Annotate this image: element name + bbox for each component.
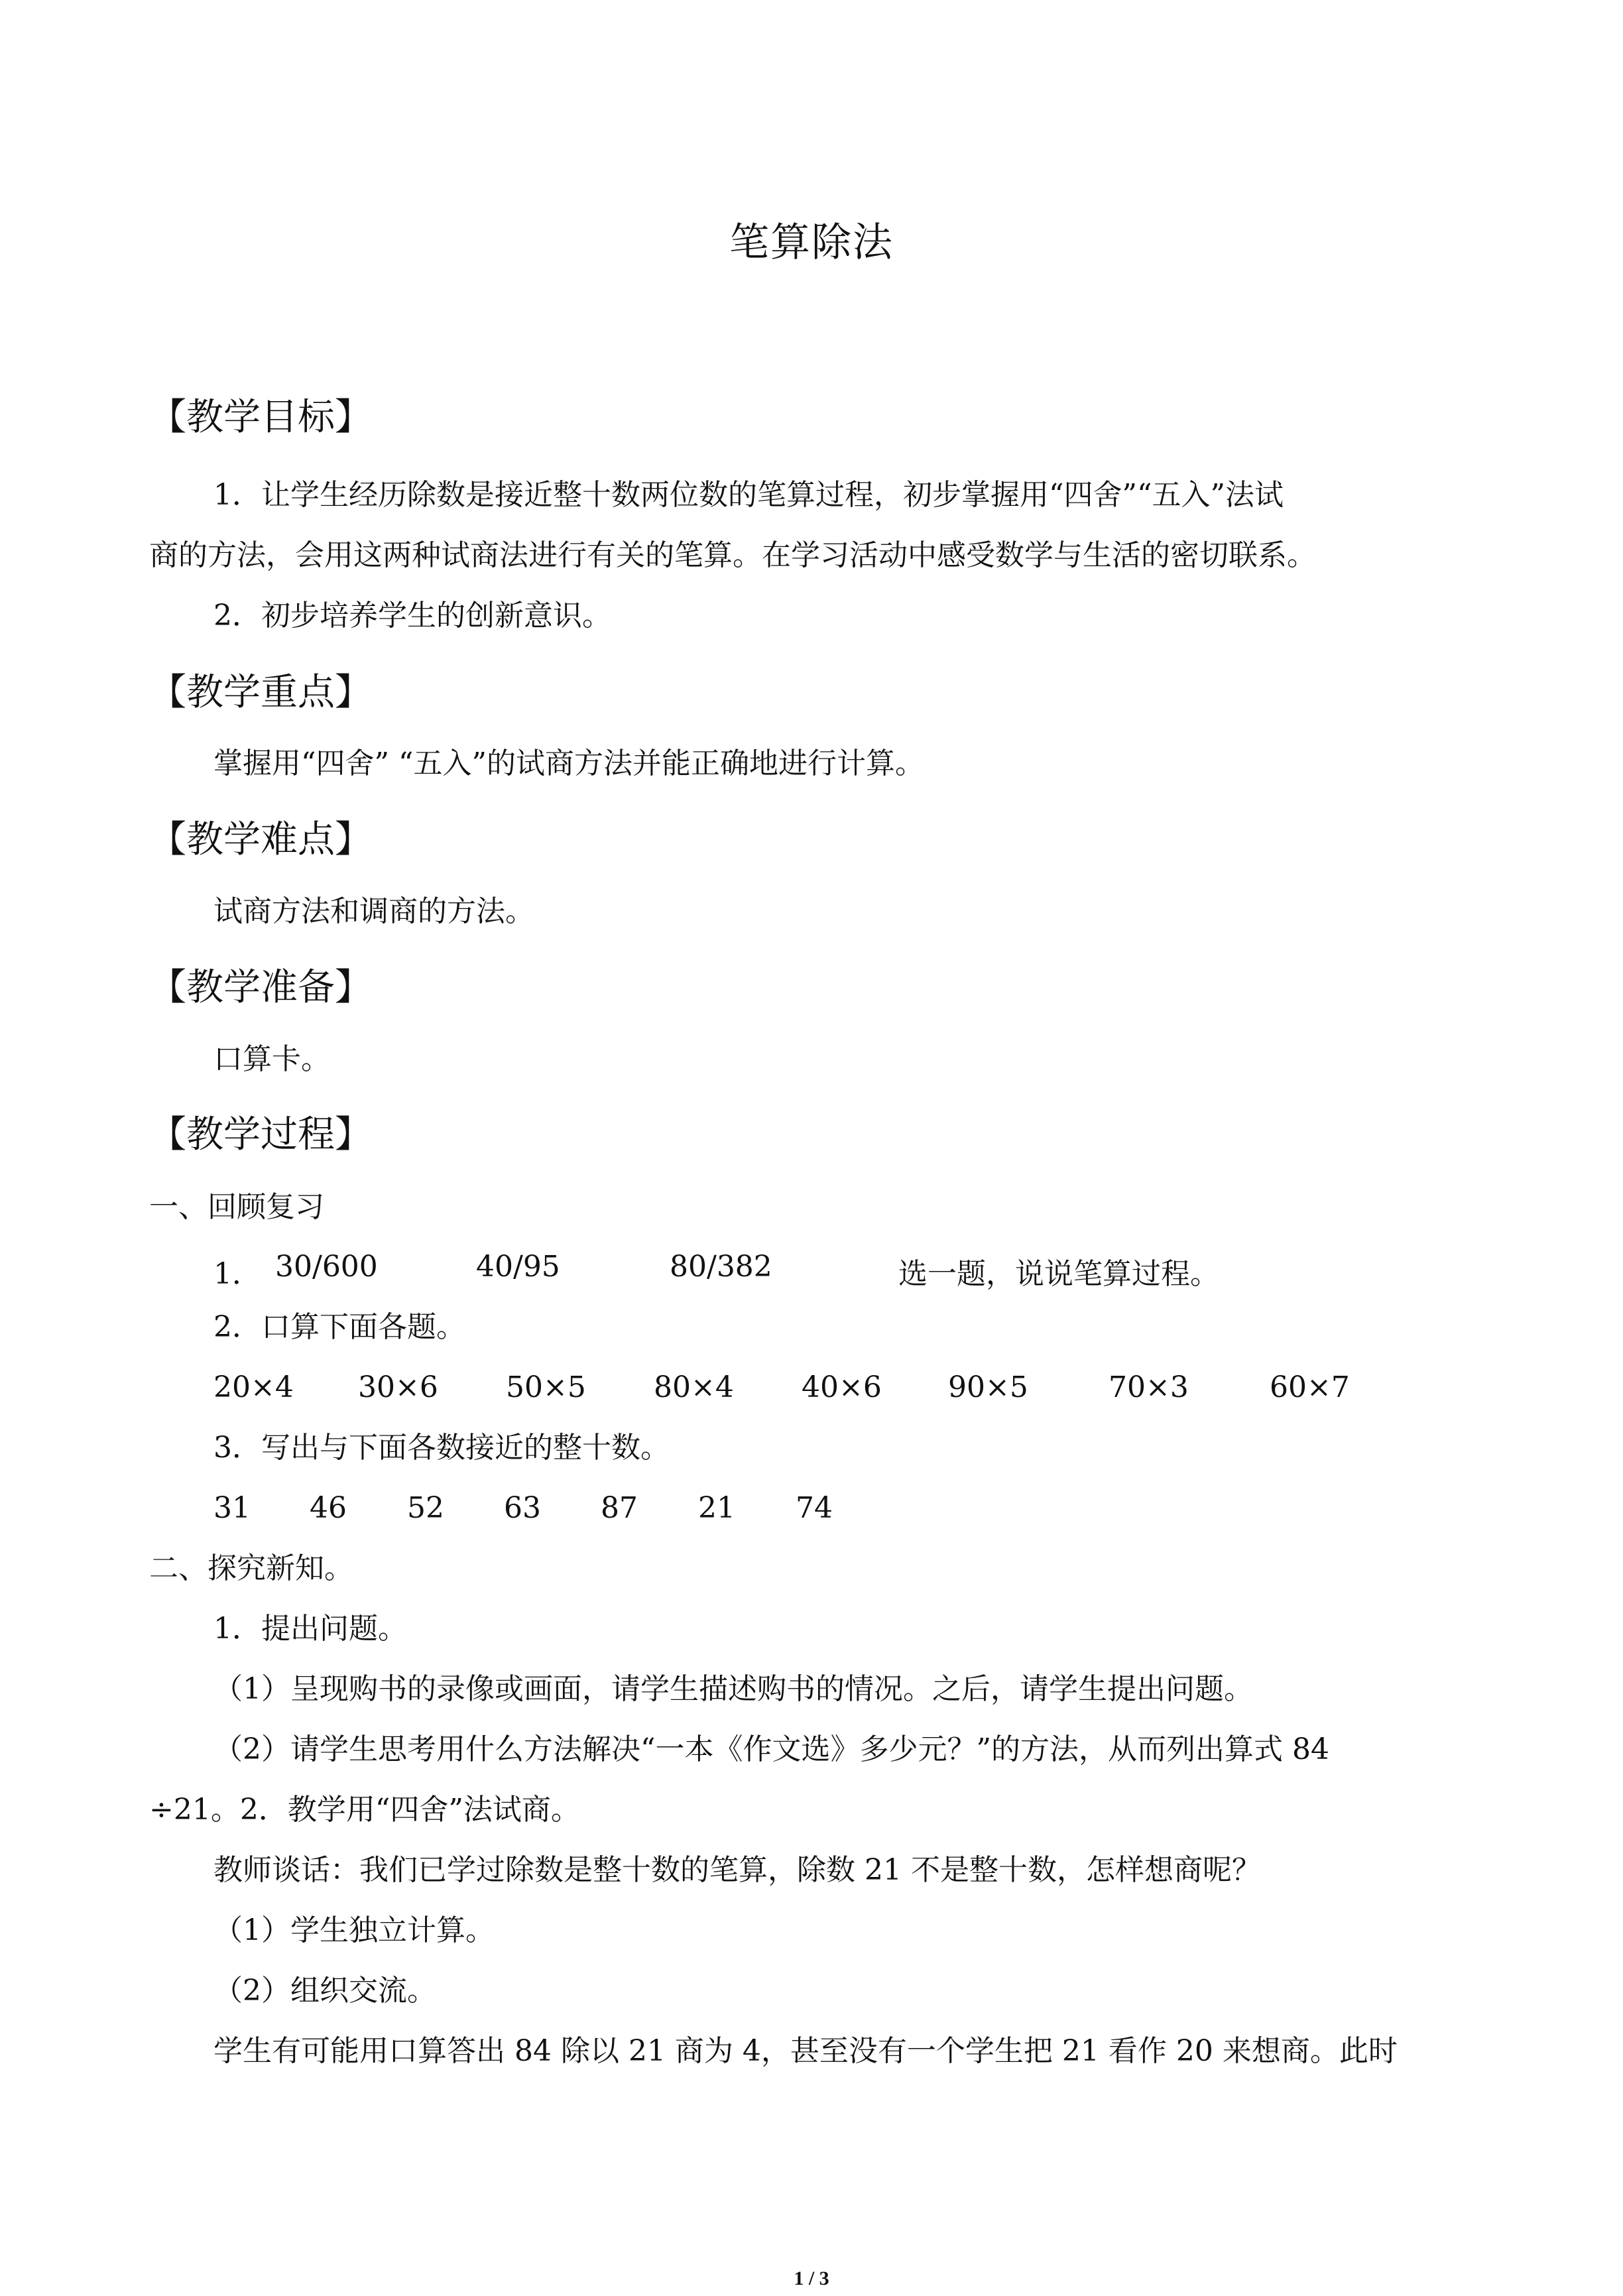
number-item: 63 [504, 1491, 541, 1525]
key-points-text: 掌握用“四舍” “五入”的试商方法并能正确地进行计算。 [213, 747, 924, 780]
number-item: 52 [407, 1491, 444, 1525]
section-explore: 二、探究新知。 [149, 1551, 353, 1585]
review-item-1 [0, 1250, 1623, 1290]
number-item: 21 [698, 1491, 735, 1525]
heading-preparation: 【教学准备】 [149, 966, 372, 1009]
last-paragraph-line: 学生有可能用口算答出 84 除以 21 商为 4，甚至没有一个学生把 21 看作 20 来想商。此时 [213, 2034, 1398, 2068]
numbers-row [0, 1491, 1623, 1531]
explore-sub-2-line-1: （2）请学生思考用什么方法解决“一本《作文选》多少元？”的方法，从而列出算式 84 [213, 1732, 1329, 1766]
oral-problem: 20×4 [213, 1370, 294, 1404]
division-problem: 30/600 [275, 1250, 378, 1284]
preparation-text: 口算卡。 [213, 1042, 330, 1076]
oral-problem: 40×6 [802, 1370, 882, 1404]
oral-problem: 80×4 [654, 1370, 734, 1404]
explore-sub-2-line-2: ÷21。2．教学用“四舍”法试商。 [149, 1793, 580, 1827]
page-title: 笔算除法 [729, 219, 894, 266]
number-item: 74 [796, 1491, 833, 1525]
step-2: （2）组织交流。 [213, 1974, 436, 2008]
oral-problem: 50×5 [506, 1370, 586, 1404]
review-item-1-label: 1． [213, 1257, 261, 1291]
heading-key-points: 【教学重点】 [149, 671, 372, 714]
heading-objectives: 【教学目标】 [149, 396, 372, 439]
oral-problems-row [0, 1370, 1623, 1410]
number-item: 87 [601, 1491, 638, 1525]
division-problem: 80/382 [670, 1250, 772, 1284]
oral-problem: 60×7 [1270, 1370, 1350, 1404]
division-problem: 40/95 [476, 1250, 560, 1284]
number-item: 46 [310, 1491, 347, 1525]
oral-problem: 90×5 [948, 1370, 1028, 1404]
number-item: 31 [213, 1491, 251, 1525]
section-review: 一、回顾复习 [149, 1190, 324, 1224]
heading-process: 【教学过程】 [149, 1113, 372, 1156]
oral-problem: 70×3 [1109, 1370, 1189, 1404]
review-item-1-instruction: 选一题，说说笔算过程。 [898, 1257, 1219, 1291]
heading-difficulties: 【教学难点】 [149, 818, 372, 861]
difficulties-text: 试商方法和调商的方法。 [213, 894, 534, 928]
objective-1-line-2: 商的方法，会用这两种试商法进行有关的笔算。在学习活动中感受数学与生活的密切联系。 [149, 538, 1316, 572]
objective-1-line-1: 1．让学生经历除数是接近整十数两位数的笔算过程，初步掌握用“四舍”“五入”法试 [213, 478, 1284, 512]
review-item-3-title: 3．写出与下面各数接近的整十数。 [213, 1431, 670, 1465]
step-1: （1）学生独立计算。 [213, 1913, 495, 1947]
teacher-talk: 教师谈话：我们已学过除数是整十数的笔算，除数 21 不是整十数，怎样想商呢？ [213, 1853, 1261, 1887]
explore-sub-1: （1）呈现购书的录像或画面，请学生描述购书的情况。之后，请学生提出问题。 [213, 1672, 1253, 1706]
explore-item-1: 1．提出问题。 [213, 1612, 407, 1646]
review-item-2-title: 2．口算下面各题。 [213, 1310, 465, 1344]
objective-2: 2．初步培养学生的创新意识。 [213, 599, 611, 633]
page-indicator: 1 / 3 [794, 2267, 829, 2289]
oral-problem: 30×6 [358, 1370, 438, 1404]
